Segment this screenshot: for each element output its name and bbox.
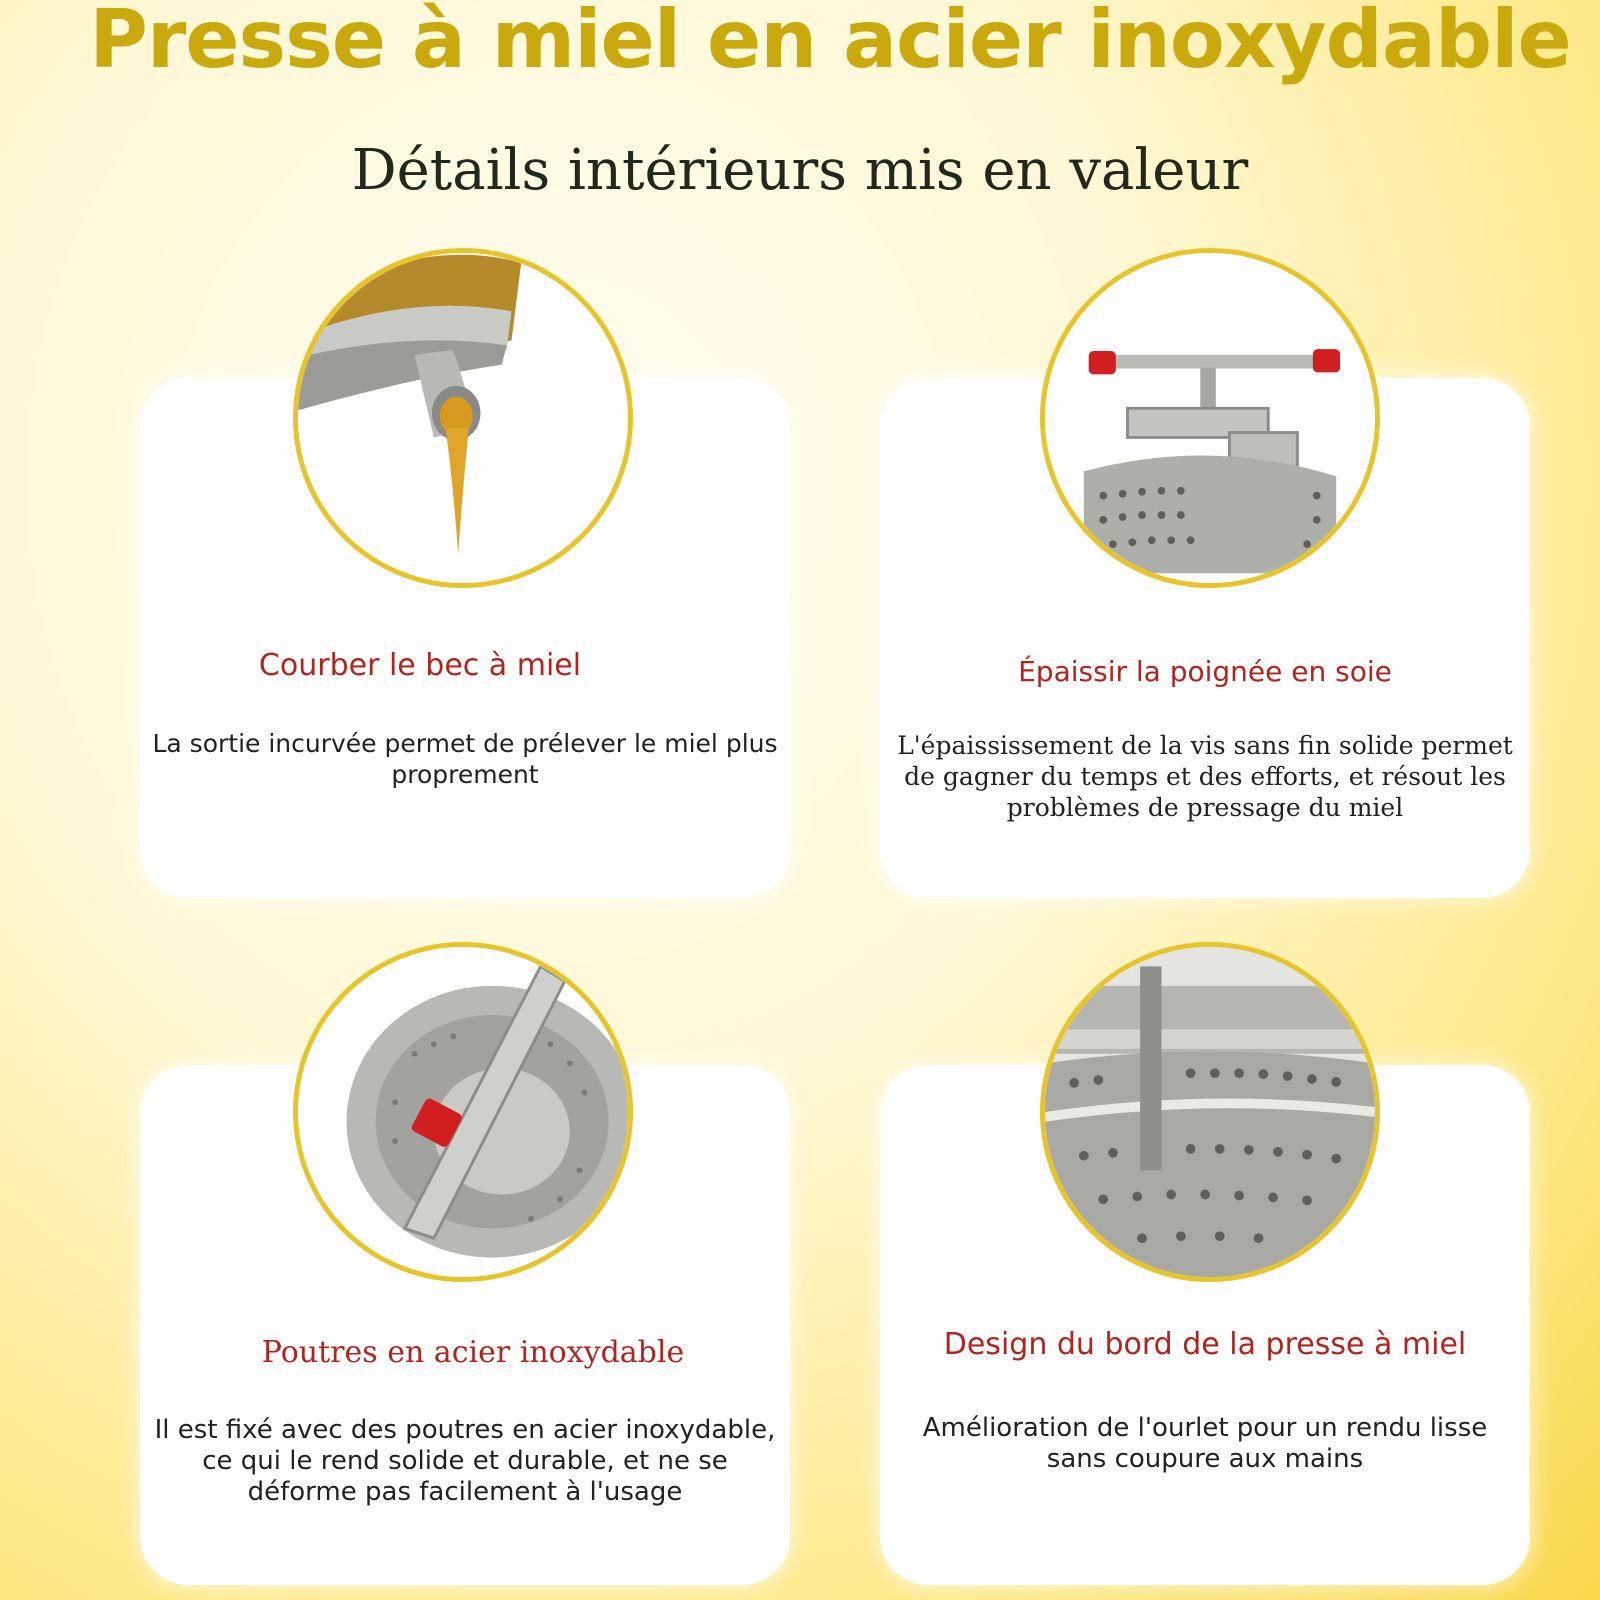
page-subtitle: Détails intérieurs mis en valeur	[351, 138, 1249, 203]
feature-title: Courber le bec à miel	[258, 648, 582, 683]
feature-title: Design du bord de la presse à miel	[943, 1327, 1467, 1362]
feature-description: Amélioration de l'ourlet pour un rendu lisse sans coupure aux mains	[922, 1413, 1488, 1474]
feature-title: Épaissir la poignée en soie	[1018, 655, 1392, 688]
page-title: Presse à miel en acier inoxydable	[89, 0, 1571, 86]
basket-rim-icon	[1040, 942, 1380, 1282]
feature-title: Poutres en acier inoxydable	[261, 1335, 685, 1370]
t-handle-press-icon	[1040, 248, 1380, 588]
honey-spout-icon	[293, 248, 633, 588]
feature-description: L'épaississement de la vis sans fin solide permet de gagner du temps et des efforts, et résout les problèmes de pressage du miel	[897, 731, 1513, 822]
feature-description: Il est fixé avec des poutres en acier inoxydable, ce qui le rend solide et durable, et ne se déforme pas facilement à l'usage	[154, 1415, 776, 1507]
steel-beam-basket-icon	[293, 942, 633, 1282]
feature-description: La sortie incurvée permet de prélever le miel plus proprement	[152, 729, 778, 789]
